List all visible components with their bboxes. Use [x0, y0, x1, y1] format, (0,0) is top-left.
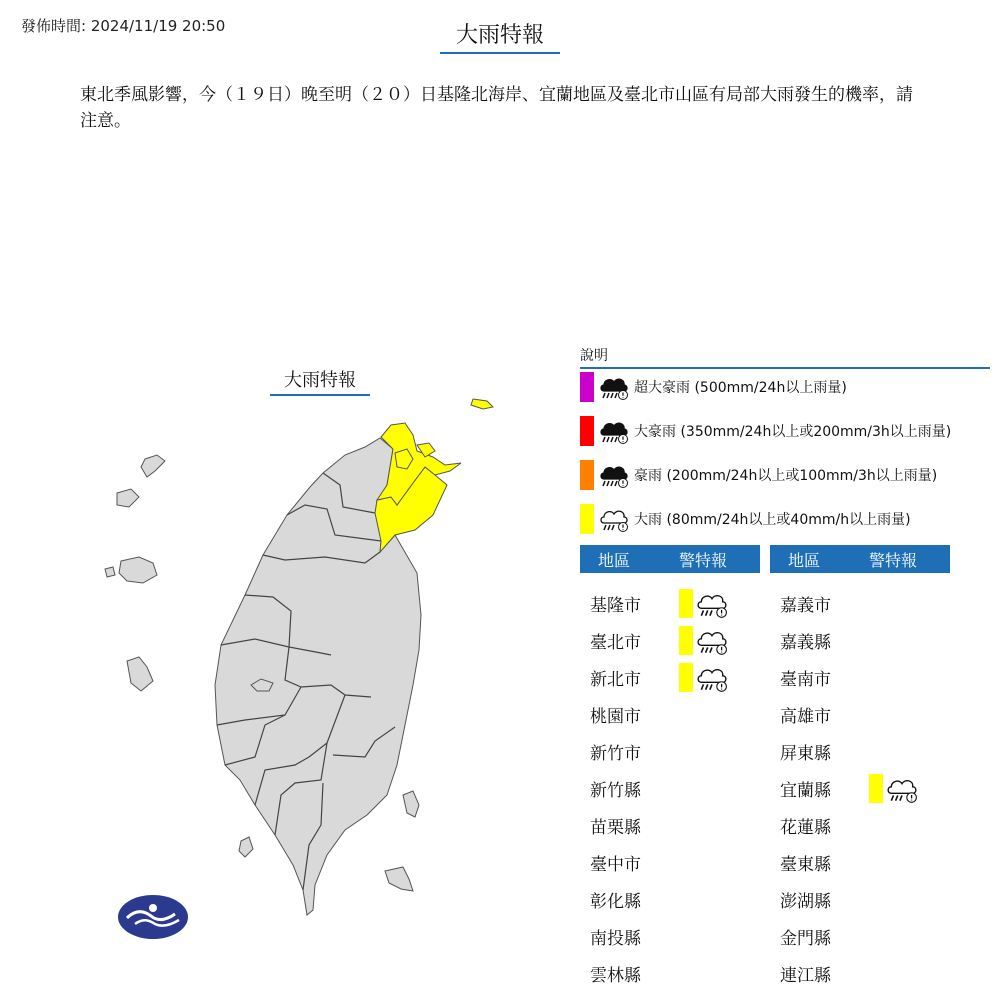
region-row [590, 807, 680, 844]
heavy-rain-icon [696, 662, 728, 694]
island-pengjia [471, 399, 493, 409]
legend-item [580, 372, 847, 402]
header-region: 地區 [598, 550, 631, 570]
cwa-logo [117, 894, 189, 940]
heavy-rain-icon [599, 504, 629, 534]
region-row [590, 733, 680, 770]
island-kinmen [117, 489, 139, 507]
warning-level-swatch [679, 663, 693, 692]
issue-time: 發佈時間: 2024/11/19 20:50 [21, 17, 226, 35]
region-row [780, 955, 870, 992]
region-name: 金門縣 [780, 929, 831, 949]
heavy-rain-icon [696, 588, 728, 620]
taiwan-map [95, 385, 505, 925]
legend-color-swatch [580, 372, 594, 402]
region-name: 彰化縣 [590, 892, 641, 912]
region-row [780, 844, 870, 881]
region-name: 臺中市 [590, 855, 641, 875]
heavy-rain-icon [886, 773, 918, 805]
region-name: 嘉義市 [780, 596, 831, 616]
warning-level-swatch [679, 626, 693, 655]
legend-color-swatch [580, 504, 594, 534]
header-warning: 警特報 [679, 550, 728, 570]
legend-label: 大雨 (80mm/24h以上或40mm/h以上雨量) [634, 512, 911, 528]
region-row [780, 585, 870, 622]
region-name: 雲林縣 [590, 966, 641, 986]
region-name: 臺南市 [780, 670, 831, 690]
region-row [590, 622, 680, 659]
region-name: 臺東縣 [780, 855, 831, 875]
region-name: 宜蘭縣 [780, 781, 831, 801]
region-list-left [590, 585, 680, 992]
region-name: 嘉義縣 [780, 633, 831, 653]
header-warning: 警特報 [869, 550, 918, 570]
region-row [590, 585, 680, 622]
warning-level-swatch [869, 774, 883, 803]
region-name: 桃園市 [590, 707, 641, 727]
heavy-rain-icon [696, 625, 728, 657]
region-name: 新北市 [590, 670, 641, 690]
region-row [590, 918, 680, 955]
legend-item [580, 504, 911, 534]
legend-label: 超大豪雨 (500mm/24h以上雨量) [634, 380, 847, 396]
region-row [780, 770, 870, 807]
region-row [780, 659, 870, 696]
region-name: 基隆市 [590, 596, 641, 616]
region-name: 花蓮縣 [780, 818, 831, 838]
header-region: 地區 [788, 550, 821, 570]
region-name: 臺北市 [590, 633, 641, 653]
island-matsu [141, 455, 165, 477]
island-penghu [119, 557, 157, 583]
region-row [590, 696, 680, 733]
torrential-rain-icon [599, 416, 629, 446]
region-name: 澎湖縣 [780, 892, 831, 912]
region-name: 新竹縣 [590, 781, 641, 801]
legend-color-swatch [580, 460, 594, 490]
island-orchid [385, 867, 413, 891]
warning-description: 東北季風影響，今（１９日）晚至明（２０）日基隆北海岸、宜蘭地區及臺北市山區有局部大雨發生的機率，請注意。 [80, 85, 913, 131]
region-row [780, 696, 870, 733]
map-title: 大雨特報 [270, 366, 370, 396]
torrential-rain-icon [599, 372, 629, 402]
legend-item [580, 416, 951, 446]
table-header-right [770, 545, 950, 573]
region-row [590, 844, 680, 881]
region-name: 苗栗縣 [590, 818, 641, 838]
region-row [780, 918, 870, 955]
warning-level-swatch [679, 589, 693, 618]
region-name: 屏東縣 [780, 744, 831, 764]
island-green [403, 791, 419, 817]
region-list-right [780, 585, 870, 992]
legend-title: 說明 [580, 345, 990, 369]
legend-color-swatch [580, 416, 594, 446]
region-row [780, 733, 870, 770]
region-row [590, 659, 680, 696]
region-row [780, 622, 870, 659]
region-name: 南投縣 [590, 929, 641, 949]
region-name: 高雄市 [780, 707, 831, 727]
region-row [590, 770, 680, 807]
region-row [780, 807, 870, 844]
torrential-rain-icon [599, 460, 629, 490]
legend-label: 大豪雨 (350mm/24h以上或200mm/3h以上雨量) [634, 424, 952, 440]
page-title: 大雨特報 [440, 18, 560, 54]
region-row [590, 955, 680, 992]
legend-item [580, 460, 937, 490]
region-row [590, 881, 680, 918]
table-header-left [580, 545, 760, 573]
region-row [780, 881, 870, 918]
region-name: 連江縣 [780, 966, 831, 986]
legend-label: 豪雨 (200mm/24h以上或100mm/3h以上雨量) [634, 468, 938, 484]
region-name: 新竹市 [590, 744, 641, 764]
